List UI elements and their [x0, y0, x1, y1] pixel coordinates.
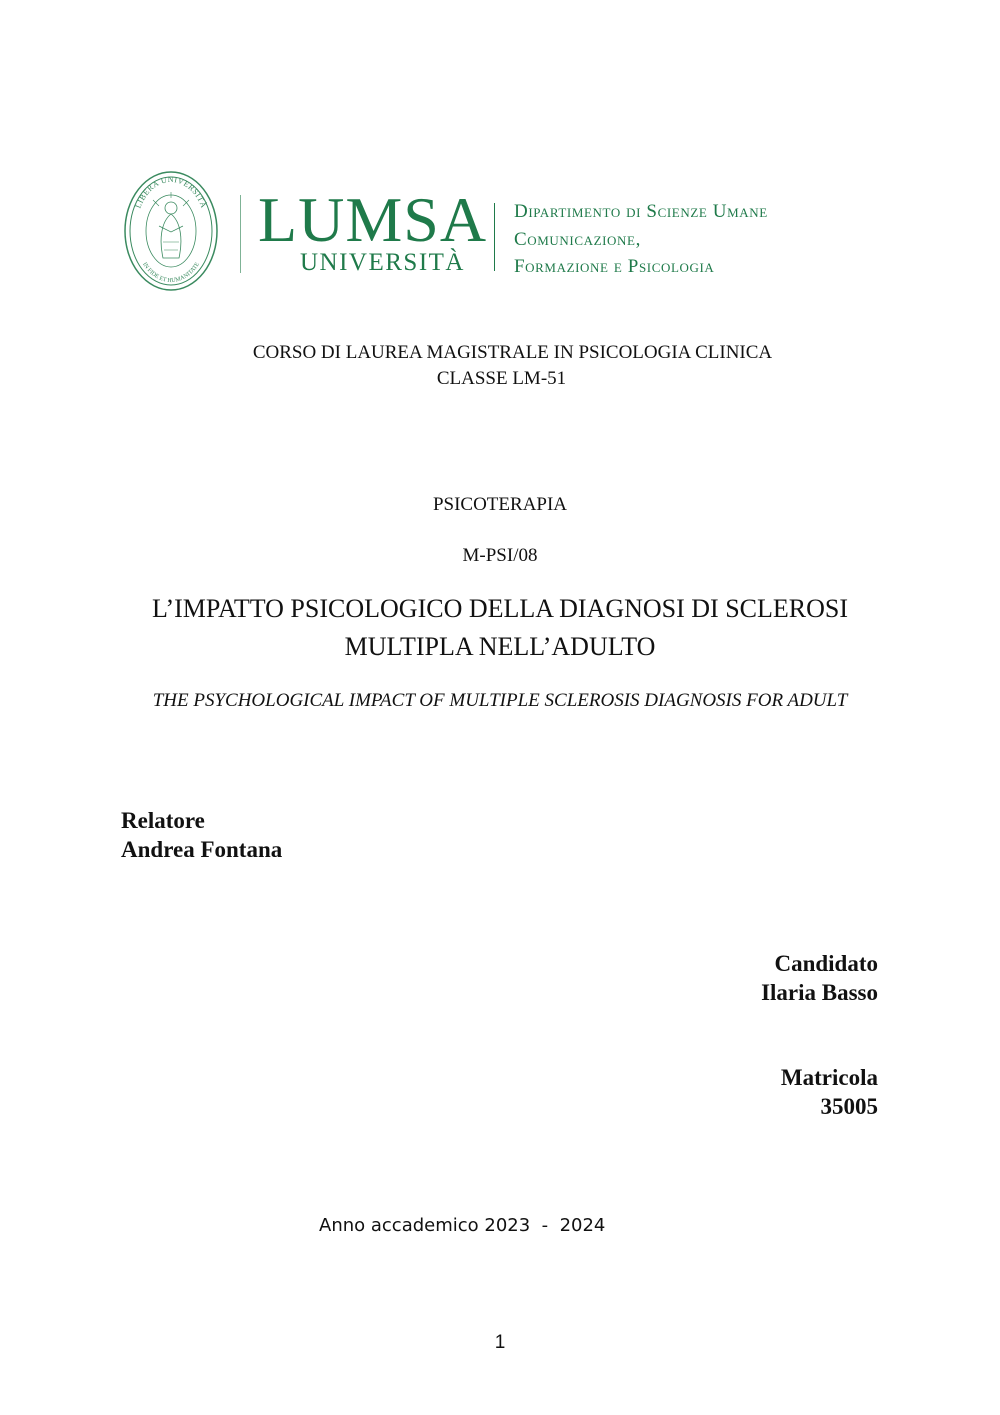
course-class: CLASSE LM-51	[436, 368, 567, 389]
department-line-3: Formazione e Psicologia	[514, 256, 715, 277]
candidate-name: Ilaria Basso	[761, 980, 878, 1005]
course-name: CORSO DI LAUREA MAGISTRALE IN PSICOLOGIA CLINICA	[252, 342, 773, 363]
svg-text:LIBERA UNIVERSITÀ	[134, 175, 210, 209]
thesis-title-line-1: L’IMPATTO PSICOLOGICO DELLA DIAGNOSI DI SCLEROSI	[151, 594, 849, 623]
student-id-label: Matricola	[780, 1065, 878, 1090]
university-seal-logo	[123, 170, 219, 292]
brand-subtitle: UNIVERSITÀ	[300, 249, 465, 276]
brand-name: LUMSA	[258, 184, 488, 255]
candidate-label: Candidato	[774, 951, 878, 976]
logo-divider	[240, 195, 241, 273]
supervisor-label: Relatore	[121, 808, 205, 833]
svg-text:IN FIDE ET HUMANITATE	[141, 261, 201, 284]
academic-year: Anno accademico 2023 - 2024	[319, 1215, 606, 1236]
thesis-title-line-2: MULTIPLA NELL’ADULTO	[344, 632, 656, 661]
seal-text-top: LIBERA UNIVERSITÀ	[133, 175, 209, 210]
student-id-value: 35005	[820, 1094, 878, 1119]
supervisor-name: Andrea Fontana	[121, 837, 283, 862]
english-title: THE PSYCHOLOGICAL IMPACT OF MULTIPLE SCLEROSIS DIAGNOSIS FOR ADULT	[152, 690, 848, 711]
seal-text-bottom: IN FIDE ET HUMANITATE	[141, 261, 201, 285]
subject-name: PSICOTERAPIA	[432, 494, 568, 515]
subject-code: M-PSI/08	[462, 545, 538, 566]
department-line-2: Comunicazione,	[514, 229, 641, 250]
department-line-1: Dipartimento di Scienze Umane	[514, 201, 768, 222]
page-number: 1	[494, 1332, 506, 1353]
brand-divider	[494, 203, 495, 271]
